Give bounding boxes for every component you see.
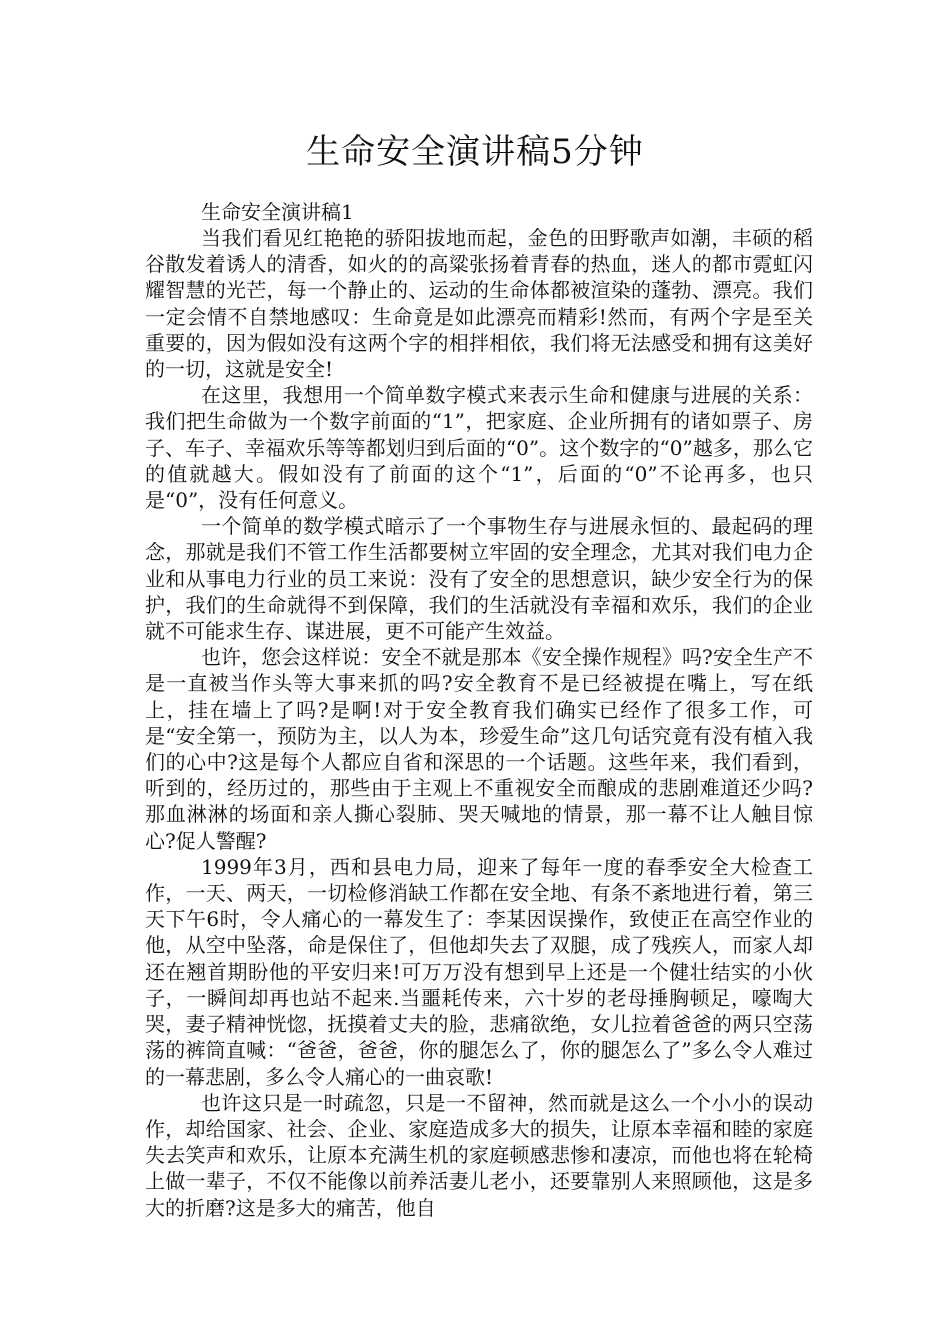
paragraph-2: 在这里，我想用一个简单数字模式来表示生命和健康与进展的关系：我们把生命做为一个数字前面的“1”，把家庭、企业所拥有的诸如票子、房子、车子、幸福欢乐等等都划归到后面的“0”。这个数字的“0”越多，那么它的值就越大。假如没有了前面的这个“1”，后面的“0”不论再多，也只是“0”，没有任何意义。: [145, 383, 813, 513]
paragraph-4: 也许，您会这样说：安全不就是那本《安全操作规程》吗?安全生产不是一直被当作头等大事来抓的吗?安全教育不是已经被提在嘴上，写在纸上，挂在墙上了吗?是啊!对于安全教育我们确实已经作了很多工作，可是“安全第一，预防为主，以人为本，珍爱生命”这几句话究竟有没有植入我们的心中?这是每个人都应自省和深思的一个话题。这些年来，我们看到，听到的，经历过的，那些由于主观上不重视安全而酿成的悲剧难道还少吗?那血淋淋的场面和亲人撕心裂肺、哭天喊地的情景，那一幕不让人触目惊心?促人警醒?: [145, 645, 813, 853]
document-body: [145, 199, 813, 1221]
paragraph-1: 当我们看见红艳艳的骄阳拔地而起，金色的田野歌声如潮，丰硕的稻谷散发着诱人的清香，如火的的高粱张扬着青春的热血，迷人的都市霓虹闪耀智慧的光芒，每一个静止的、运动的生命体都被渲染的蓬勃、漂亮。我们一定会情不自禁地感叹：生命竟是如此漂亮而精彩!然而，有两个字是至关重要的，因为假如没有这两个字的相拌相依，我们将无法感受和拥有这美好的一切，这就是安全!: [145, 226, 813, 382]
paragraph-5: 1999年3月，西和县电力局，迎来了每年一度的春季安全大检查工作，一天、两天，一切检修消缺工作都在安全地、有条不紊地进行着，第三天下午6时，令人痛心的一幕发生了：李某因误操作，致使正在高空作业的他，从空中坠落，命是保住了，但他却失去了双腿，成了残疾人，而家人却还在翘首期盼他的平安归来!可万万没有想到早上还是一个健壮结实的小伙子，一瞬间却再也站不起来.当噩耗传来，六十岁的老母捶胸顿足，嚎啕大哭，妻子精神恍惚，抚摸着丈夫的脸，悲痛欲绝，女儿拉着爸爸的两只空荡荡的裤筒直喊：“爸爸，爸爸，你的腿怎么了，你的腿怎么了”多么令人难过的一幕悲剧，多么令人痛心的一曲哀歌!: [145, 854, 813, 1089]
paragraph-3: 一个简单的数学模式暗示了一个事物生存与进展永恒的、最起码的理念，那就是我们不管工作生活都要树立牢固的安全理念，尤其对我们电力企业和从事电力行业的员工来说：没有了安全的思想意识，缺少安全行为的保护，我们的生命就得不到保障，我们的生活就没有幸福和欢乐，我们的企业就不可能求生存、谋进展，更不可能产生效益。: [145, 514, 813, 644]
document-title: 生命安全演讲稿5分钟: [306, 132, 644, 172]
section-heading: 生命安全演讲稿1: [201, 200, 354, 224]
paragraph-6: 也许这只是一时疏忽，只是一不留神，然而就是这么一个小小的误动作，却给国家、社会、企业、家庭造成多大的损失，让原本幸福和睦的家庭失去笑声和欢乐，让原本充满生机的家庭顿感悲惨和凄凉，而他也将在轮椅上做一辈子，不仅不能像以前养活妻儿老小，还要靠别人来照顾他，这是多大的折磨?这是多大的痛苦，他自: [145, 1090, 813, 1220]
